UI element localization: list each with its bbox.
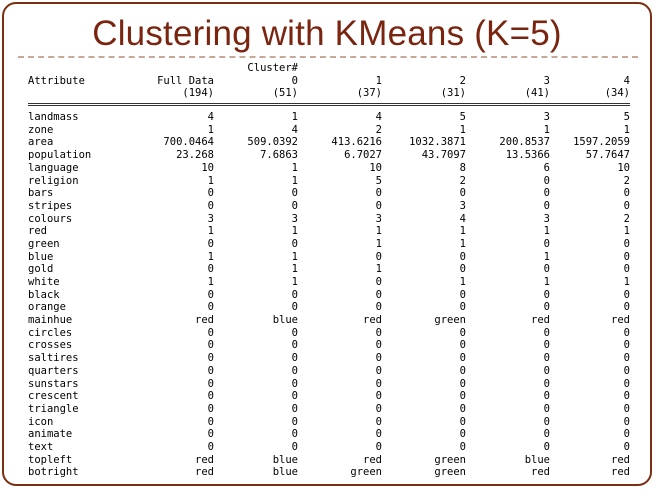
column-header: 3 [543,74,550,87]
row-value-cell: 43.7097 [421,149,466,162]
row-value-cell: 1 [291,111,298,124]
row-value-cell: 57.7647 [585,149,630,162]
table-row [28,136,636,149]
row-value-cell: red [195,453,214,466]
row-value-cell: 0 [623,199,630,212]
row-value-cell: red [611,453,630,466]
row-value-cell: 0 [375,326,382,339]
row-value-cell: 0 [623,364,630,377]
row-value-cell: 1 [623,123,630,136]
row-value-cell: 1 [543,225,550,238]
row-value-cell: 0 [291,288,298,301]
row-value-cell: 0 [623,415,630,428]
table-row [28,466,636,479]
row-value-cell: 0 [207,364,214,377]
attribute-header: Attribute [28,74,85,87]
row-attribute-label: religion [28,174,79,187]
table-row [28,213,636,226]
table-header-columns-row [28,75,636,88]
row-attribute-label: gold [28,263,54,276]
row-value-cell: 1 [291,250,298,263]
row-value-cell: 0 [375,288,382,301]
table-row [28,314,636,327]
column-header: 1 [375,74,382,87]
row-value-cell: 1 [375,237,382,250]
row-value-cell: 1 [543,250,550,263]
row-value-cell: 4 [459,212,466,225]
row-value-cell: 0 [543,415,550,428]
row-value-cell: red [363,314,382,327]
row-value-cell: 0 [623,352,630,365]
row-attribute-label: colours [28,212,73,225]
row-value-cell: 0 [375,415,382,428]
row-value-cell: 0 [623,288,630,301]
row-value-cell: 1032.3871 [409,136,466,149]
row-value-cell: 4 [375,111,382,124]
row-value-cell: 1 [623,276,630,288]
column-count: (31) [440,87,466,100]
table-header-counts-row [28,87,636,100]
row-value-cell: 0 [623,339,630,352]
row-value-cell: 2 [623,212,630,225]
table-row [28,352,636,365]
row-value-cell: blue [272,314,298,327]
row-value-cell: 7.6863 [260,149,298,162]
row-value-cell: 0 [543,237,550,250]
row-value-cell: 0 [623,187,630,200]
row-value-cell: green [434,466,466,479]
row-attribute-label: population [28,149,92,162]
row-value-cell: 1 [459,237,466,250]
row-value-cell: 1 [375,225,382,238]
row-value-cell: blue [524,453,550,466]
row-value-cell: 0 [623,301,630,314]
column-count: (34) [604,87,630,100]
row-value-cell: 0 [623,250,630,263]
row-value-cell: 0 [623,263,630,276]
row-value-cell: 3 [375,212,382,225]
row-value-cell: 0 [375,428,382,441]
row-attribute-label: crescent [28,390,79,403]
row-attribute-label: sunstars [28,377,79,390]
column-count: (37) [356,87,382,100]
row-value-cell: 0 [375,377,382,390]
row-attribute-label: white [28,276,60,288]
row-value-cell: 0 [291,199,298,212]
row-value-cell: 0 [375,440,382,453]
row-value-cell: 0 [543,402,550,415]
table-row [28,162,636,175]
row-value-cell: 4 [291,123,298,136]
row-value-cell: blue [272,453,298,466]
row-value-cell: green [434,314,466,327]
row-value-cell: green [434,453,466,466]
row-attribute-label: animate [28,428,73,441]
row-attribute-label: crosses [28,339,73,352]
row-value-cell: 1 [291,263,298,276]
row-value-cell: 0 [543,352,550,365]
table-row [28,225,636,238]
row-attribute-label: text [28,440,54,453]
table-body [28,111,636,479]
row-value-cell: 0 [459,440,466,453]
table-row [28,263,636,276]
row-attribute-label: area [28,136,54,149]
row-value-cell: 0 [543,339,550,352]
row-value-cell: 0 [375,250,382,263]
row-value-cell: 1 [291,225,298,238]
row-value-cell: 0 [291,301,298,314]
table-row [28,378,636,391]
slide-title: Clustering with KMeans (K=5) [92,14,562,53]
row-attribute-label: botright [28,466,79,479]
row-value-cell: 0 [291,402,298,415]
row-value-cell: 0 [459,339,466,352]
row-attribute-label: blue [28,250,54,263]
table-row [28,149,636,162]
row-value-cell: 1 [543,276,550,288]
table-row [28,403,636,416]
row-value-cell: 1 [543,123,550,136]
row-value-cell: 1 [207,225,214,238]
row-value-cell: 0 [459,288,466,301]
row-value-cell: 0 [207,187,214,200]
header-separator [28,100,636,111]
table-row [28,428,636,441]
row-value-cell: 0 [375,352,382,365]
row-value-cell: red [195,466,214,479]
table-row [28,111,636,124]
row-value-cell: red [531,314,550,327]
row-value-cell: 1 [207,250,214,263]
row-attribute-label: black [28,288,60,301]
row-value-cell: 0 [291,364,298,377]
row-value-cell: 1 [207,123,214,136]
row-value-cell: 0 [291,428,298,441]
row-value-cell: 0 [459,428,466,441]
row-value-cell: 0 [543,440,550,453]
row-value-cell: 1 [459,123,466,136]
cluster-output-table [28,62,636,479]
row-attribute-label: orange [28,301,66,314]
row-value-cell: 0 [543,263,550,276]
row-value-cell: 1 [291,161,298,174]
row-value-cell: 1 [459,276,466,288]
row-value-cell: 3 [207,212,214,225]
table-row [28,339,636,352]
row-attribute-label: landmass [28,111,79,124]
table-row [28,390,636,403]
column-count: (41) [524,87,550,100]
column-count: (194) [182,87,214,100]
row-value-cell: 0 [459,352,466,365]
row-value-cell: 0 [207,237,214,250]
row-value-cell: 0 [375,339,382,352]
table-row [28,441,636,454]
row-value-cell: 0 [375,402,382,415]
row-value-cell: 0 [291,339,298,352]
row-value-cell: 0 [207,288,214,301]
row-value-cell: 0 [543,377,550,390]
title-divider [18,56,638,58]
row-value-cell: 1 [291,174,298,187]
row-value-cell: 0 [459,364,466,377]
row-value-cell: 0 [459,402,466,415]
row-attribute-label: circles [28,326,73,339]
row-attribute-label: saltires [28,352,79,365]
row-attribute-label: zone [28,123,54,136]
row-value-cell: red [611,466,630,479]
column-header: 4 [623,74,630,87]
table-row [28,124,636,137]
table-row [28,238,636,251]
row-value-cell: 0 [459,326,466,339]
row-value-cell: 0 [375,187,382,200]
table-row [28,301,636,314]
row-value-cell: 1 [207,276,214,288]
row-value-cell: 0 [623,440,630,453]
table-row [28,276,636,289]
row-value-cell: 509.0392 [247,136,298,149]
row-value-cell: 0 [459,301,466,314]
row-value-cell: red [195,314,214,327]
table-header-cluster-row [28,62,636,75]
row-value-cell: 6.7027 [344,149,382,162]
row-value-cell: 5 [459,111,466,124]
row-value-cell: 0 [543,326,550,339]
row-value-cell: 0 [543,364,550,377]
row-attribute-label: triangle [28,402,79,415]
row-value-cell: 10 [369,161,382,174]
row-value-cell: 200.8537 [499,136,550,149]
row-value-cell: 0 [623,402,630,415]
column-count: (51) [272,87,298,100]
row-attribute-label: topleft [28,453,73,466]
row-value-cell: 0 [207,199,214,212]
column-header: 2 [459,74,466,87]
row-value-cell: 0 [623,326,630,339]
column-header: 0 [291,74,298,87]
row-value-cell: 0 [207,339,214,352]
row-value-cell: 2 [623,174,630,187]
row-attribute-label: green [28,237,60,250]
row-value-cell: 0 [291,352,298,365]
row-value-cell: 0 [291,187,298,200]
table-row [28,327,636,340]
row-value-cell: 0 [623,237,630,250]
row-value-cell: 13.5366 [505,149,550,162]
row-value-cell: 6 [543,161,550,174]
row-value-cell: red [363,453,382,466]
table-row [28,289,636,302]
row-value-cell: green [350,466,382,479]
cluster-header-label: Cluster# [247,62,298,74]
row-attribute-label: mainhue [28,314,73,327]
row-value-cell: 3 [543,111,550,124]
table-row [28,187,636,200]
row-attribute-label: language [28,161,79,174]
row-value-cell: 0 [543,199,550,212]
row-value-cell: 0 [543,187,550,200]
row-value-cell: 0 [207,352,214,365]
row-value-cell: 413.6216 [331,136,382,149]
row-value-cell: 3 [543,212,550,225]
row-value-cell: 700.0464 [163,136,214,149]
row-value-cell: 0 [543,288,550,301]
row-value-cell: 1 [623,225,630,238]
row-value-cell: red [611,314,630,327]
row-value-cell: 0 [459,415,466,428]
row-value-cell: 0 [291,377,298,390]
row-value-cell: 1 [207,174,214,187]
slide [2,2,652,486]
row-value-cell: 0 [207,402,214,415]
row-value-cell: 1 [375,263,382,276]
row-value-cell: 0 [543,301,550,314]
row-value-cell: 0 [375,390,382,403]
table-row [28,175,636,188]
row-value-cell: 4 [207,111,214,124]
row-value-cell: 0 [375,301,382,314]
row-value-cell: 0 [207,428,214,441]
row-value-cell: 2 [459,174,466,187]
row-value-cell: 0 [459,263,466,276]
row-value-cell: 0 [207,301,214,314]
row-value-cell: blue [272,466,298,479]
row-value-cell: 0 [291,237,298,250]
row-value-cell: 0 [459,187,466,200]
row-value-cell: 0 [291,390,298,403]
row-value-cell: 0 [207,377,214,390]
row-value-cell: 2 [375,123,382,136]
row-value-cell: 5 [623,111,630,124]
row-value-cell: red [531,466,550,479]
row-attribute-label: quarters [28,364,79,377]
row-value-cell: 10 [617,161,630,174]
row-value-cell: 0 [543,428,550,441]
row-value-cell: 1 [459,225,466,238]
row-value-cell: 0 [459,250,466,263]
row-value-cell: 0 [375,276,382,288]
row-value-cell: 0 [623,377,630,390]
table-row [28,365,636,378]
row-value-cell: 0 [207,390,214,403]
row-value-cell: 0 [375,199,382,212]
row-value-cell: 3 [459,199,466,212]
row-attribute-label: icon [28,415,54,428]
row-value-cell: 23.268 [176,149,214,162]
row-value-cell: 0 [207,326,214,339]
row-attribute-label: stripes [28,199,73,212]
row-value-cell: 0 [459,390,466,403]
table-row [28,200,636,213]
row-attribute-label: bars [28,187,54,200]
column-header: Full Data [157,74,214,87]
row-value-cell: 0 [291,440,298,453]
row-value-cell: 10 [201,161,214,174]
row-value-cell: 0 [623,428,630,441]
row-value-cell: 0 [207,415,214,428]
row-value-cell: 3 [291,212,298,225]
row-value-cell: 0 [291,415,298,428]
row-value-cell: 8 [459,161,466,174]
row-value-cell: 0 [623,390,630,403]
row-value-cell: 5 [375,174,382,187]
row-value-cell: 1 [291,276,298,288]
row-value-cell: 0 [291,326,298,339]
row-value-cell: 0 [207,440,214,453]
row-value-cell: 0 [543,174,550,187]
row-value-cell: 0 [207,263,214,276]
row-attribute-label: red [28,225,47,238]
row-value-cell: 0 [459,377,466,390]
table-row [28,454,636,467]
row-value-cell: 1597.2059 [573,136,630,149]
row-value-cell: 0 [375,364,382,377]
row-value-cell: 0 [543,390,550,403]
table-row [28,416,636,429]
table-row [28,251,636,264]
